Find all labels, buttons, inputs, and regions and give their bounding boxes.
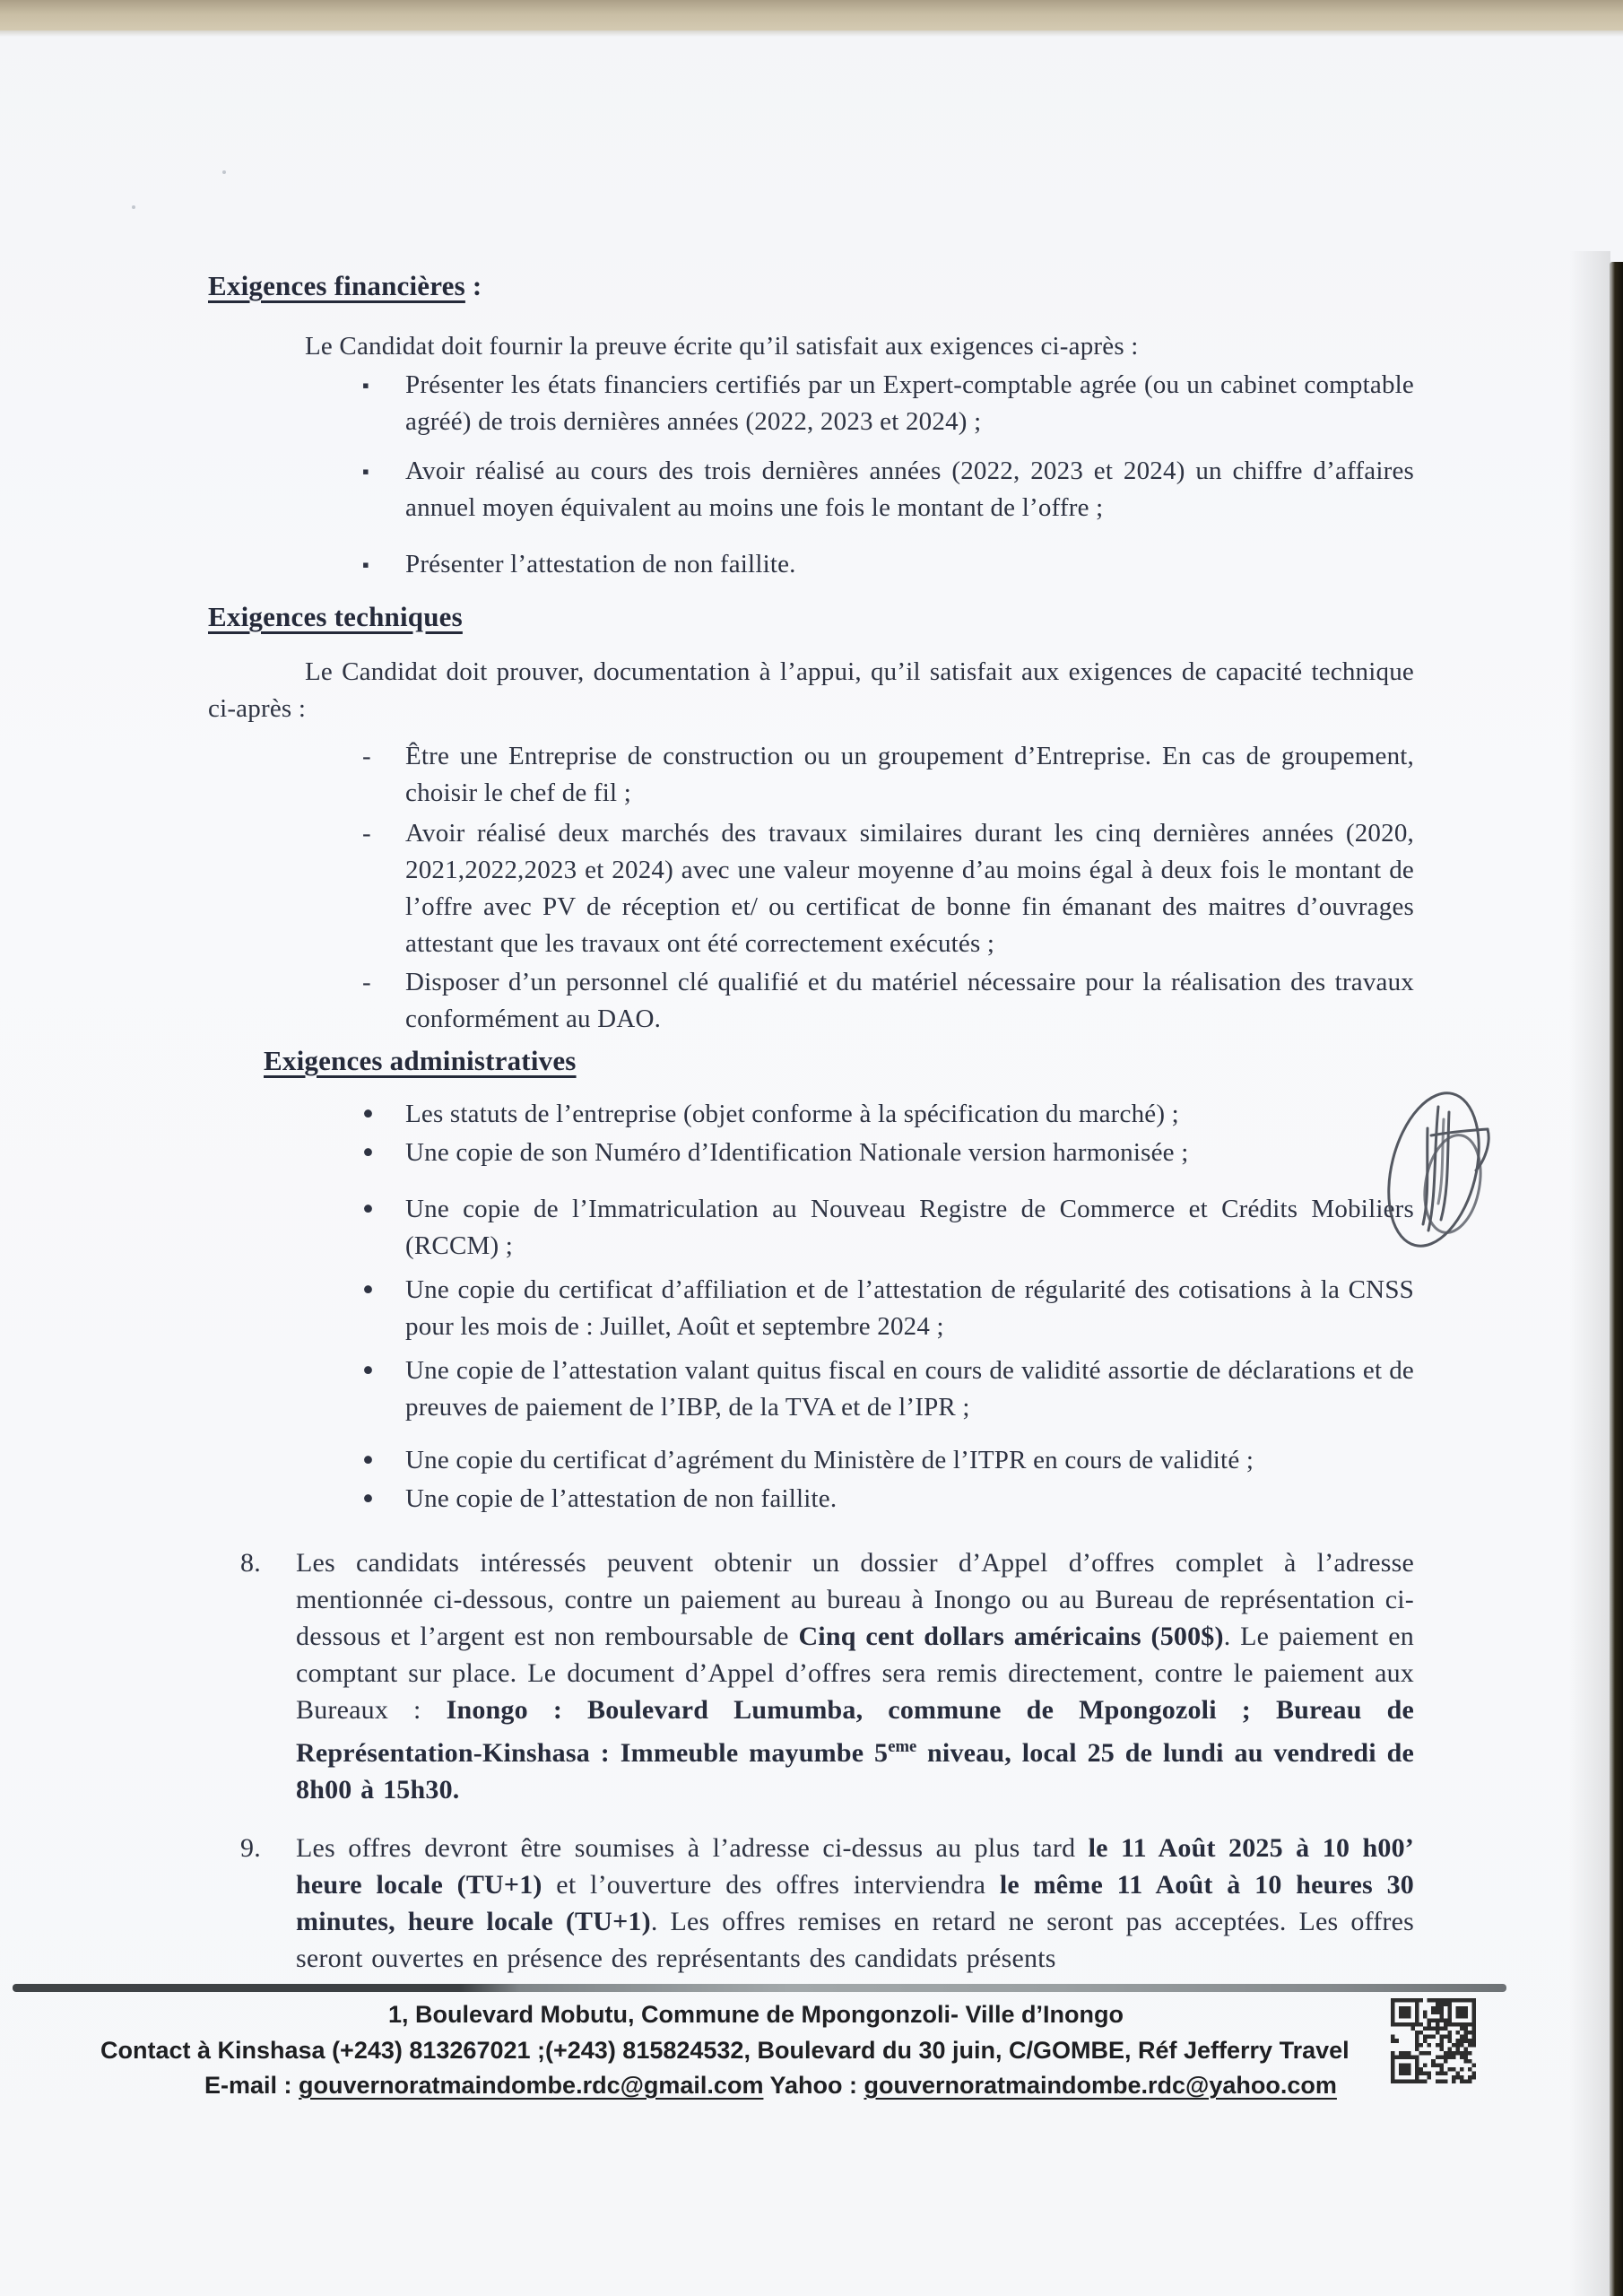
- list-item: [208, 964, 1414, 1038]
- heading-text: Exigences financières: [208, 270, 465, 301]
- item-text: . Le paiement en comptant sur place. Le document d’Appel d’offres sera remis directement, contre le paiement aux Bureaux :: [296, 1622, 1415, 1725]
- list-item: [208, 453, 1414, 526]
- item-text-bold: le même 11 Août à 10 heures 30 minutes, heure locale (TU+1): [296, 1870, 1415, 1936]
- section-heading-administrative: [264, 1041, 1414, 1080]
- list-item: [208, 1135, 1414, 1171]
- item-text: Les candidats intéressés peuvent obtenir un dossier d’Appel d’offres complet à l’adresse mentionnée ci-dessous, contre un paiement au bureau à Inongo ou au Bureau de représentation ci-dessous et l’argent est non remboursable de: [296, 1548, 1414, 1651]
- page-edge-shade: [1569, 251, 1610, 2296]
- list-item-text: Disposer d’un personnel clé qualifié et du matériel nécessaire pour la réalisation des travaux conformément au DAO.: [405, 968, 1414, 1033]
- footer-address: 1, Boulevard Mobutu, Commune de Mpongonzoli- Ville d’Inongo: [388, 2001, 1124, 2028]
- heading-colon: :: [464, 270, 482, 301]
- square-bullet-icon: ▪: [362, 460, 369, 483]
- list-item: [208, 1442, 1414, 1479]
- list-item-text: Avoir réalisé deux marchés des travaux similaires durant les cinq dernières années (2020, 2021,2022,2023 et 2024) avec une valeur moyenne d’au moins égal à deux fois le montant de l’offre avec PV de réception et/ ou certificat de bonne fin émanant des maitres d’ouvrages attestant que les travaux ont été correctement exécutés ;: [405, 819, 1414, 958]
- list-item-text: Une copie de son Numéro d’Identification Nationale version harmonisée ;: [405, 1138, 1189, 1167]
- list-item-text: Une copie du certificat d’agrément du Ministère de l’ITPR en cours de validité ;: [405, 1446, 1254, 1474]
- round-bullet-icon: •: [362, 1135, 375, 1171]
- item-text: . Les offres remises en retard ne seront pas acceptées. Les offres seront ouvertes en présence des représentants des candidats présents: [296, 1907, 1414, 1973]
- item-text-bold: Inongo : Boulevard Lumumba, commune de Mpongozoli ; Bureau de Représentation-Kinshasa : Immeuble mayumbe 5: [296, 1695, 1415, 1768]
- item-text-bold: niveau, local 25 de lundi au vendredi de 8h00 à 15h30.: [296, 1738, 1415, 1805]
- scan-speck: [132, 205, 135, 209]
- item-text-bold: le 11 Août 2025 à 10 h00’ heure locale (TU+1): [296, 1833, 1414, 1900]
- square-bullet-icon: ▪: [362, 374, 369, 396]
- item-text: et l’ouverture des offres interviendra: [542, 1870, 1000, 1900]
- round-bullet-icon: •: [362, 1481, 375, 1518]
- round-bullet-icon: •: [362, 1096, 375, 1133]
- dash-bullet-icon: -: [362, 968, 371, 996]
- list-item-text: Les statuts de l’entreprise (objet conforme à la spécification du marché) ;: [405, 1100, 1179, 1128]
- numbered-item-9: [208, 1830, 1414, 1977]
- footer-email-line: [204, 2072, 1337, 2100]
- technical-intro: Le Candidat doit prouver, documentation à l’appui, qu’il satisfait aux exigences de capacité technique ci-après :: [208, 657, 1414, 723]
- list-item: [208, 367, 1414, 440]
- signature-scribble: [1383, 1078, 1501, 1257]
- scan-speck: [222, 170, 226, 174]
- list-item-text: Une copie de l’attestation de non faillite.: [405, 1484, 838, 1513]
- list-item: [208, 738, 1414, 812]
- footer-separator: [13, 1984, 1506, 1992]
- list-item-text: Une copie du certificat d’affiliation et de l’attestation de régularité des cotisations à la CNSS pour les mois de : Juillet, Août et septembre 2024 ;: [405, 1275, 1414, 1341]
- item-text-superscript: eme: [888, 1737, 917, 1756]
- scanner-bed-edge: [0, 0, 1623, 30]
- square-bullet-icon: ▪: [362, 553, 369, 576]
- list-item-text: Présenter les états financiers certifiés par un Expert-comptable agrée (ou un cabinet comptable agréé) de trois dernières années (2022, 2023 et 2024) ;: [405, 370, 1414, 436]
- list-item-text: Avoir réalisé au cours des trois dernières années (2022, 2023 et 2024) un chiffre d’affaires annuel moyen équivalent au moins une fois le montant de l’offre ;: [405, 457, 1414, 522]
- round-bullet-icon: •: [362, 1352, 375, 1389]
- list-item: [208, 546, 1414, 583]
- footer-contact: Contact à Kinshasa (+243) 813267021 ;(+243) 815824532, Boulevard du 30 juin, C/GOMBE, Réf Jefferry Travel: [100, 2037, 1350, 2064]
- yahoo-address: gouvernoratmaindombe.rdc@yahoo.com: [864, 2072, 1337, 2099]
- round-bullet-icon: •: [362, 1191, 375, 1228]
- list-item-text: Présenter l’attestation de non faillite.: [405, 550, 796, 578]
- dash-bullet-icon: -: [362, 742, 371, 770]
- list-item-text: Une copie de l’Immatriculation au Nouveau Registre de Commerce et Crédits Mobiliers (RCCM) ;: [405, 1195, 1414, 1260]
- list-item-text: Une copie de l’attestation valant quitus fiscal en cours de validité assortie de déclarations et de preuves de paiement de l’IBP, de la TVA et de l’IPR ;: [405, 1356, 1414, 1422]
- gmail-address: gouvernoratmaindombe.rdc@gmail.com: [299, 2072, 764, 2099]
- numbered-item-8: [208, 1544, 1414, 1808]
- yahoo-label: Yahoo :: [763, 2072, 864, 2099]
- list-item-text: Être une Entreprise de construction ou un groupement d’Entreprise. En cas de groupement, choisir le chef de fil ;: [405, 742, 1414, 807]
- list-item: [208, 1096, 1414, 1133]
- financial-intro: Le Candidat doit fournir la preuve écrite qu’il satisfait aux exigences ci-après :: [305, 332, 1139, 361]
- qr-code: [1391, 1998, 1476, 2083]
- list-item: [208, 1481, 1414, 1518]
- item-text-bold: Cinq cent dollars américains (500$): [798, 1622, 1224, 1651]
- section-heading-technical: [208, 597, 1414, 636]
- dash-bullet-icon: -: [362, 819, 371, 848]
- list-item: [208, 1352, 1414, 1426]
- item-number: 9.: [240, 1833, 261, 1863]
- list-item: [208, 815, 1414, 962]
- list-item: [208, 1272, 1414, 1345]
- list-item: [208, 1191, 1414, 1265]
- section-heading-financial: [208, 266, 1414, 305]
- heading-text: Exigences administratives: [264, 1045, 577, 1076]
- item-number: 8.: [240, 1548, 261, 1578]
- email-label: E-mail :: [204, 2072, 299, 2099]
- page-edge-shadow: [1610, 262, 1623, 2296]
- round-bullet-icon: •: [362, 1442, 375, 1479]
- round-bullet-icon: •: [362, 1272, 375, 1309]
- heading-text: Exigences techniques: [208, 601, 463, 632]
- document-body: [208, 266, 1414, 1977]
- item-text: Les offres devront être soumises à l’adresse ci-dessus au plus tard: [296, 1833, 1089, 1863]
